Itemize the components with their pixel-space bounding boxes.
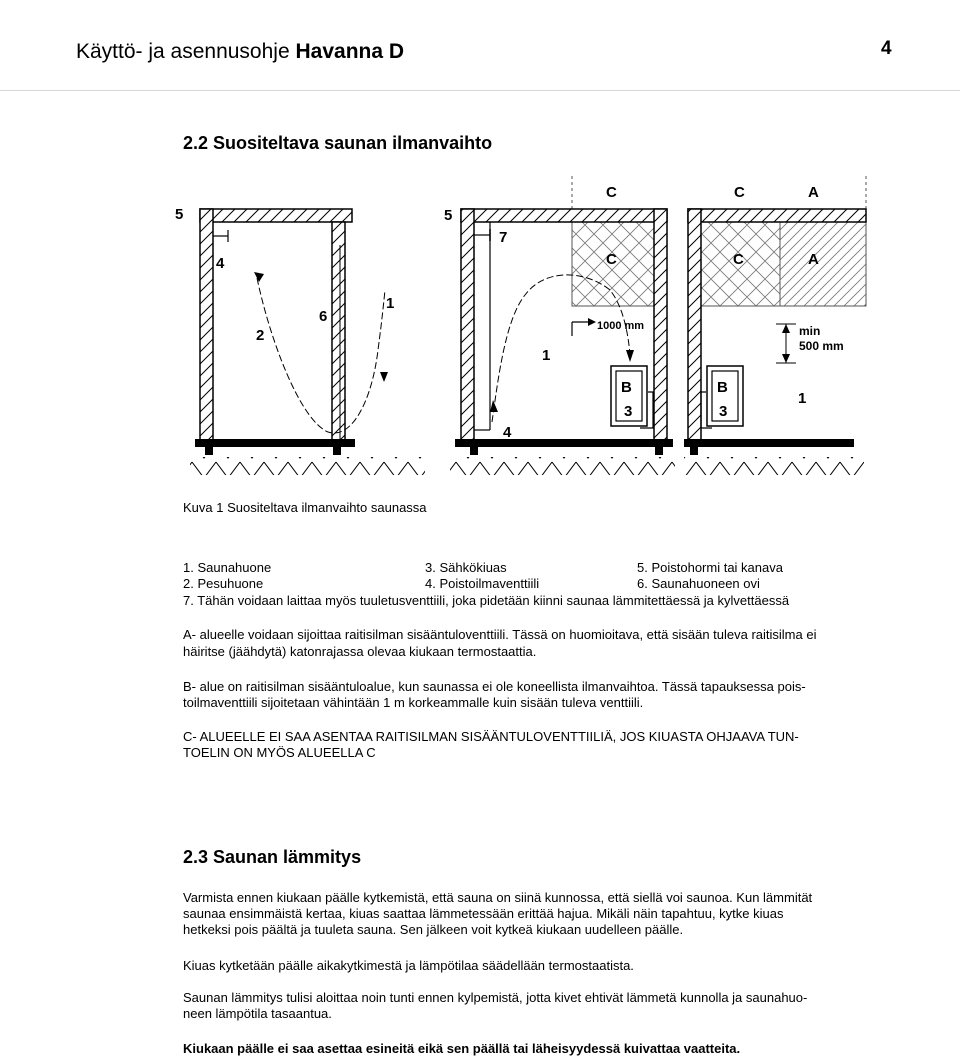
floor-2 (455, 439, 673, 447)
left-wall-3 (688, 209, 701, 441)
ground-1 (190, 457, 425, 475)
paragraph-a-line-2: häiritse (jäähdytä) katonrajassa olevaa kiukaan termostaattia. (183, 644, 537, 659)
panel-3 (684, 176, 866, 475)
label-c-in-2: C (733, 251, 744, 268)
label-a-top: A (808, 184, 819, 201)
paragraph-c-line-1: C- ALUEELLE EI SAA ASENTAA RAITISILMAN SISÄÄNTULOVENTTIILIÄ, JOS KIUASTA OHJAAVA TUN- (183, 729, 799, 744)
title-model: Havanna D (295, 40, 405, 63)
heating-paragraph-1-line-1: Varmista ennen kiukaan päälle kytkemistä, että sauna on siinä kunnossa, että siellä voi saunoa. Kun lämmität (183, 890, 813, 905)
label-2: 2 (256, 327, 265, 344)
label-b-2: B (717, 379, 728, 396)
ground-2 (450, 457, 675, 475)
legend-item-7: 7. Tähän voidaan laittaa myös tuuletusventtiili, joka pidetään kiinni saunaa lämmitettäessä ja kylvettäessä (183, 593, 790, 608)
figure-caption: Kuva 1 Suositeltava ilmanvaihto saunassa (183, 500, 427, 515)
section-heading-2-2: 2.2 Suositeltava saunan ilmanvaihto (183, 133, 493, 153)
title-prefix: Käyttö- ja asennusohje (76, 40, 296, 63)
section-heading-2-3: 2.3 Saunan lämmitys (183, 847, 362, 867)
heating-paragraph-2: Kiuas kytketään päälle aikakytkimestä ja lämpötilaa säädellään termostaatista. (183, 958, 634, 973)
label-min: min (799, 324, 821, 338)
legend-item-1: 1. Saunahuone (183, 560, 272, 575)
paragraph-b-line-2: toilmaventtiili sijoitetaan vähintään 1 m korkeammalle kuin sisään tuleva venttiili. (183, 695, 644, 710)
label-7: 7 (499, 229, 508, 246)
paragraph-b-line-1: B- alue on raitisilman sisääntuloalue, kun saunassa ei ole koneellista ilmanvaihtoa. Tässä tapauksessa pois- (183, 679, 806, 694)
label-3a: 3 (624, 403, 633, 420)
label-3b: 3 (719, 403, 728, 420)
ceiling-2 (461, 209, 667, 222)
legend-item-2: 2. Pesuhuone (183, 576, 264, 591)
paragraph-c-line-2: TOELIN ON MYÖS ALUEELLA C (183, 745, 376, 760)
label-5a: 5 (175, 206, 184, 223)
label-1000mm: 1000 mm (597, 320, 645, 332)
label-4b: 4 (503, 424, 512, 441)
label-1b: 1 (542, 347, 551, 364)
heating-paragraph-1-line-3: hetkeksi pois päältä ja tuuleta sauna. Sen jälkeen voit kytkeä kiukaan uudelleen päälle. (183, 922, 684, 937)
label-5b: 5 (444, 207, 453, 224)
label-6: 6 (319, 308, 328, 325)
label-a-in: A (808, 251, 819, 268)
legend-item-3: 3. Sähkökiuas (425, 560, 507, 575)
left-wall-2 (461, 209, 474, 441)
legend-item-6: 6. Saunahuoneen ovi (637, 576, 760, 591)
heating-paragraph-1-line-2: saunaa ensimmäistä kertaa, kiuas saattaa lämmetessään erittää hajua. Mikäli näin tapahtuu, kytke kiuas (183, 906, 784, 921)
partition-wall-1 (332, 222, 345, 441)
legend-item-5: 5. Poistohormi tai kanava (637, 560, 783, 575)
heating-warning-text: Kiukaan päälle ei saa asettaa esineitä eikä sen päällä tai läheisyydessä kuivattaa vaatteita. (183, 1041, 741, 1056)
heating-paragraph-3-line-2: neen lämpötila tasaantua. (183, 1006, 332, 1021)
label-b-1: B (621, 379, 632, 396)
label-1c: 1 (798, 390, 807, 407)
floor-1 (195, 439, 355, 447)
paragraph-a-line-1: A- alueelle voidaan sijoittaa raitisilman sisääntuloventtiili. Tässä on huomioitava, että sisään tuleva raitisilma ei (183, 627, 817, 642)
label-c-top-1: C (606, 184, 617, 201)
label-1a: 1 (386, 295, 395, 312)
label-4a: 4 (216, 255, 225, 272)
left-wall-1 (200, 209, 213, 441)
right-wall-2 (654, 209, 667, 441)
area-a (780, 212, 866, 306)
airflow-1 (257, 278, 385, 433)
ceiling-3 (688, 209, 866, 222)
legend-item-4: 4. Poistoilmaventtiili (425, 576, 540, 591)
ceiling-1 (200, 209, 352, 222)
floor-3 (684, 439, 854, 447)
label-500mm: 500 mm (799, 339, 844, 353)
page-number: 4 (881, 38, 892, 59)
heating-warning (183, 1041, 740, 1057)
label-c-in-1: C (606, 251, 617, 268)
label-c-top-2: C (734, 184, 745, 201)
heating-paragraph-3-line-1: Saunan lämmitys tulisi aloittaa noin tunti ennen kylpemistä, jotta kivet ehtivät lämmetä kunnolla ja saunahuo- (183, 990, 808, 1005)
ventilation-diagram (0, 0, 960, 480)
ground-3 (684, 457, 864, 475)
panel-2 (444, 176, 675, 475)
panel-1 (175, 206, 425, 475)
